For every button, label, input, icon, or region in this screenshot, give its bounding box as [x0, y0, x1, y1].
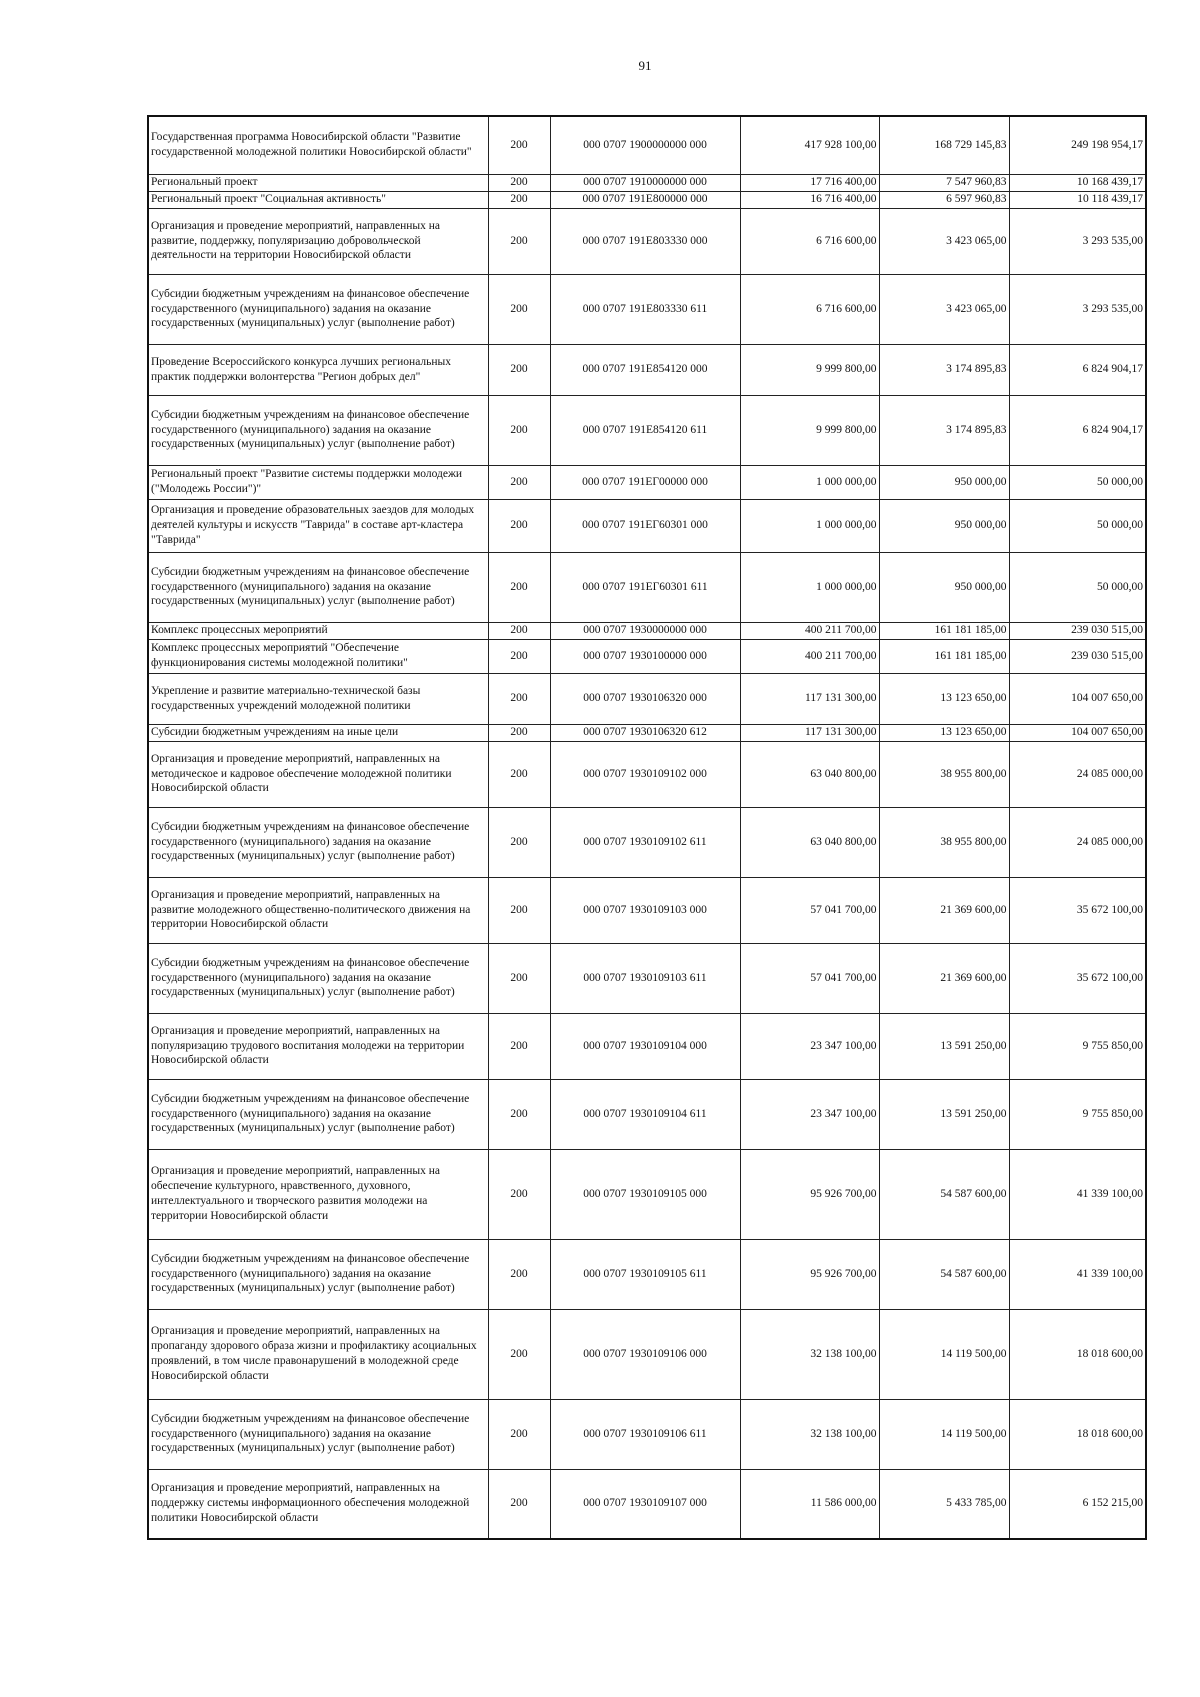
row-code-cell: 000 0707 1930109106 611	[550, 1399, 740, 1469]
row-value-1-cell: 63 040 800,00	[740, 807, 879, 877]
table-row	[148, 877, 1146, 943]
row-value-2-cell: 21 369 600,00	[879, 943, 1009, 1013]
row-admin-cell: 200	[488, 724, 550, 741]
row-value-2-cell: 161 181 185,00	[879, 639, 1009, 673]
row-code-cell: 000 0707 1910000000 000	[550, 174, 740, 191]
row-admin-cell: 200	[488, 191, 550, 208]
table-row	[148, 465, 1146, 499]
row-value-1-cell: 23 347 100,00	[740, 1079, 879, 1149]
row-value-1-cell: 57 041 700,00	[740, 943, 879, 1013]
row-value-2-cell: 14 119 500,00	[879, 1309, 1009, 1399]
row-value-2-cell: 3 423 065,00	[879, 208, 1009, 274]
row-value-3-cell: 3 293 535,00	[1009, 274, 1146, 344]
row-value-1-cell: 32 138 100,00	[740, 1309, 879, 1399]
row-code-cell: 000 0707 1930109105 611	[550, 1239, 740, 1309]
row-value-1-cell: 11 586 000,00	[740, 1469, 879, 1539]
row-value-3-cell: 24 085 000,00	[1009, 807, 1146, 877]
table-row	[148, 1399, 1146, 1469]
row-value-1-cell: 417 928 100,00	[740, 116, 879, 174]
row-admin-cell: 200	[488, 465, 550, 499]
table-row	[148, 1239, 1146, 1309]
table-row	[148, 274, 1146, 344]
row-name-cell: Организация и проведение образовательных заездов для молодых деятелей культуры и искусств "Таврида" в составе арт-кластера "Таврида"	[148, 499, 488, 552]
table-row	[148, 208, 1146, 274]
row-value-1-cell: 400 211 700,00	[740, 639, 879, 673]
row-value-2-cell: 13 123 650,00	[879, 724, 1009, 741]
row-value-3-cell: 6 824 904,17	[1009, 395, 1146, 465]
row-name-cell: Проведение Всероссийского конкурса лучших региональных практик поддержки волонтерства "Регион добрых дел"	[148, 344, 488, 395]
row-name-cell: Субсидии бюджетным учреждениям на иные цели	[148, 724, 488, 741]
table-row	[148, 552, 1146, 622]
row-admin-cell: 200	[488, 208, 550, 274]
row-value-3-cell: 41 339 100,00	[1009, 1149, 1146, 1239]
row-value-1-cell: 95 926 700,00	[740, 1239, 879, 1309]
row-code-cell: 000 0707 191E800000 000	[550, 191, 740, 208]
row-code-cell: 000 0707 191EГ60301 000	[550, 499, 740, 552]
row-value-2-cell: 5 433 785,00	[879, 1469, 1009, 1539]
row-value-2-cell: 54 587 600,00	[879, 1239, 1009, 1309]
row-value-3-cell: 50 000,00	[1009, 499, 1146, 552]
row-name-cell: Региональный проект "Развитие системы поддержки молодежи ("Молодежь России")"	[148, 465, 488, 499]
row-name-cell: Организация и проведение мероприятий, направленных на пропаганду здорового образа жизни и профилактику асоциальных проявлений, в том числе правонарушений в молодежной среде Новосибирской области	[148, 1309, 488, 1399]
row-value-3-cell: 18 018 600,00	[1009, 1309, 1146, 1399]
row-value-2-cell: 13 591 250,00	[879, 1013, 1009, 1079]
row-value-3-cell: 9 755 850,00	[1009, 1013, 1146, 1079]
row-value-2-cell: 950 000,00	[879, 552, 1009, 622]
row-value-3-cell: 41 339 100,00	[1009, 1239, 1146, 1309]
budget-table	[147, 115, 1147, 1540]
row-code-cell: 000 0707 191E854120 611	[550, 395, 740, 465]
row-code-cell: 000 0707 191E854120 000	[550, 344, 740, 395]
row-code-cell: 000 0707 1930109106 000	[550, 1309, 740, 1399]
row-admin-cell: 200	[488, 174, 550, 191]
row-name-cell: Комплекс процессных мероприятий "Обеспечение функционирования системы молодежной политики"	[148, 639, 488, 673]
row-name-cell: Организация и проведение мероприятий, направленных на развитие, поддержку, популяризацию добровольческой деятельности на территории Новосибирской области	[148, 208, 488, 274]
row-code-cell: 000 0707 1930000000 000	[550, 622, 740, 639]
table-row	[148, 724, 1146, 741]
table-row	[148, 395, 1146, 465]
row-admin-cell: 200	[488, 1079, 550, 1149]
row-admin-cell: 200	[488, 344, 550, 395]
row-value-1-cell: 6 716 600,00	[740, 208, 879, 274]
table-row	[148, 174, 1146, 191]
table-row	[148, 1013, 1146, 1079]
row-admin-cell: 200	[488, 1469, 550, 1539]
table-body	[148, 116, 1146, 1539]
row-value-3-cell: 6 152 215,00	[1009, 1469, 1146, 1539]
table-row	[148, 499, 1146, 552]
row-code-cell: 000 0707 1930109107 000	[550, 1469, 740, 1539]
row-value-1-cell: 9 999 800,00	[740, 344, 879, 395]
row-name-cell: Субсидии бюджетным учреждениям на финансовое обеспечение государственного (муниципального) задания на оказание государственных (муниципальных) услуг (выполнение работ)	[148, 1239, 488, 1309]
row-value-1-cell: 117 131 300,00	[740, 724, 879, 741]
row-name-cell: Организация и проведение мероприятий, направленных на обеспечение культурного, нравственного, духовного, интеллектуального и творческого развития молодежи на территории Новосибирской области	[148, 1149, 488, 1239]
row-code-cell: 000 0707 1930109102 611	[550, 807, 740, 877]
row-value-3-cell: 35 672 100,00	[1009, 943, 1146, 1013]
row-value-2-cell: 7 547 960,83	[879, 174, 1009, 191]
row-value-3-cell: 104 007 650,00	[1009, 724, 1146, 741]
page-number: 91	[638, 58, 652, 73]
row-value-2-cell: 161 181 185,00	[879, 622, 1009, 639]
table-row	[148, 673, 1146, 724]
row-name-cell: Субсидии бюджетным учреждениям на финансовое обеспечение государственного (муниципального) задания на оказание государственных (муниципальных) услуг (выполнение работ)	[148, 395, 488, 465]
table-row	[148, 639, 1146, 673]
row-value-2-cell: 13 123 650,00	[879, 673, 1009, 724]
row-value-1-cell: 32 138 100,00	[740, 1399, 879, 1469]
row-value-2-cell: 38 955 800,00	[879, 741, 1009, 807]
row-value-2-cell: 168 729 145,83	[879, 116, 1009, 174]
row-code-cell: 000 0707 1930109105 000	[550, 1149, 740, 1239]
row-value-3-cell: 35 672 100,00	[1009, 877, 1146, 943]
row-value-2-cell: 3 174 895,83	[879, 344, 1009, 395]
row-admin-cell: 200	[488, 943, 550, 1013]
row-name-cell: Государственная программа Новосибирской области "Развитие государственной молодежной политики Новосибирской области"	[148, 116, 488, 174]
row-value-3-cell: 239 030 515,00	[1009, 622, 1146, 639]
row-code-cell: 000 0707 191E803330 000	[550, 208, 740, 274]
row-value-2-cell: 3 423 065,00	[879, 274, 1009, 344]
row-value-2-cell: 950 000,00	[879, 499, 1009, 552]
row-value-1-cell: 400 211 700,00	[740, 622, 879, 639]
row-name-cell: Укрепление и развитие материально-технической базы государственных учреждений молодежной политики	[148, 673, 488, 724]
row-code-cell: 000 0707 1930109104 000	[550, 1013, 740, 1079]
row-code-cell: 000 0707 1930109102 000	[550, 741, 740, 807]
row-value-3-cell: 3 293 535,00	[1009, 208, 1146, 274]
row-name-cell: Организация и проведение мероприятий, направленных на развитие молодежного общественно-политического движения на территории Новосибирской области	[148, 877, 488, 943]
row-value-2-cell: 14 119 500,00	[879, 1399, 1009, 1469]
row-value-3-cell: 50 000,00	[1009, 552, 1146, 622]
row-admin-cell: 200	[488, 622, 550, 639]
row-value-3-cell: 249 198 954,17	[1009, 116, 1146, 174]
row-name-cell: Комплекс процессных мероприятий	[148, 622, 488, 639]
row-code-cell: 000 0707 1930106320 000	[550, 673, 740, 724]
row-code-cell: 000 0707 191EГ60301 611	[550, 552, 740, 622]
row-value-1-cell: 9 999 800,00	[740, 395, 879, 465]
row-code-cell: 000 0707 191E803330 611	[550, 274, 740, 344]
row-name-cell: Региональный проект	[148, 174, 488, 191]
row-value-2-cell: 3 174 895,83	[879, 395, 1009, 465]
row-value-1-cell: 57 041 700,00	[740, 877, 879, 943]
row-code-cell: 000 0707 1930109103 000	[550, 877, 740, 943]
row-value-1-cell: 1 000 000,00	[740, 499, 879, 552]
row-admin-cell: 200	[488, 639, 550, 673]
row-admin-cell: 200	[488, 1149, 550, 1239]
row-name-cell: Субсидии бюджетным учреждениям на финансовое обеспечение государственного (муниципального) задания на оказание государственных (муниципальных) услуг (выполнение работ)	[148, 552, 488, 622]
row-name-cell: Субсидии бюджетным учреждениям на финансовое обеспечение государственного (муниципального) задания на оказание государственных (муниципальных) услуг (выполнение работ)	[148, 1399, 488, 1469]
row-name-cell: Организация и проведение мероприятий, направленных на методическое и кадровое обеспечение молодежной политики Новосибирской области	[148, 741, 488, 807]
row-value-3-cell: 104 007 650,00	[1009, 673, 1146, 724]
row-name-cell: Субсидии бюджетным учреждениям на финансовое обеспечение государственного (муниципального) задания на оказание государственных (муниципальных) услуг (выполнение работ)	[148, 807, 488, 877]
table-row	[148, 943, 1146, 1013]
row-value-2-cell: 54 587 600,00	[879, 1149, 1009, 1239]
table-row	[148, 1469, 1146, 1539]
row-value-1-cell: 95 926 700,00	[740, 1149, 879, 1239]
row-code-cell: 000 0707 1930109104 611	[550, 1079, 740, 1149]
row-value-3-cell: 10 118 439,17	[1009, 191, 1146, 208]
table-row	[148, 344, 1146, 395]
row-value-1-cell: 23 347 100,00	[740, 1013, 879, 1079]
row-value-3-cell: 18 018 600,00	[1009, 1399, 1146, 1469]
row-code-cell: 000 0707 1930100000 000	[550, 639, 740, 673]
row-value-3-cell: 6 824 904,17	[1009, 344, 1146, 395]
row-value-2-cell: 13 591 250,00	[879, 1079, 1009, 1149]
row-value-1-cell: 63 040 800,00	[740, 741, 879, 807]
table-row	[148, 741, 1146, 807]
row-value-2-cell: 38 955 800,00	[879, 807, 1009, 877]
row-admin-cell: 200	[488, 395, 550, 465]
row-value-1-cell: 117 131 300,00	[740, 673, 879, 724]
row-value-1-cell: 17 716 400,00	[740, 174, 879, 191]
row-value-3-cell: 239 030 515,00	[1009, 639, 1146, 673]
table-row	[148, 191, 1146, 208]
row-admin-cell: 200	[488, 1013, 550, 1079]
row-code-cell: 000 0707 1930106320 612	[550, 724, 740, 741]
table-row	[148, 1149, 1146, 1239]
row-admin-cell: 200	[488, 673, 550, 724]
row-admin-cell: 200	[488, 116, 550, 174]
row-value-2-cell: 6 597 960,83	[879, 191, 1009, 208]
row-admin-cell: 200	[488, 807, 550, 877]
table-row	[148, 116, 1146, 174]
row-value-1-cell: 16 716 400,00	[740, 191, 879, 208]
row-name-cell: Организация и проведение мероприятий, направленных на поддержку системы информационного обеспечения молодежной политики Новосибирской области	[148, 1469, 488, 1539]
row-admin-cell: 200	[488, 741, 550, 807]
row-value-1-cell: 1 000 000,00	[740, 552, 879, 622]
row-admin-cell: 200	[488, 552, 550, 622]
row-admin-cell: 200	[488, 877, 550, 943]
row-admin-cell: 200	[488, 1399, 550, 1469]
row-name-cell: Субсидии бюджетным учреждениям на финансовое обеспечение государственного (муниципального) задания на оказание государственных (муниципальных) услуг (выполнение работ)	[148, 943, 488, 1013]
row-value-1-cell: 1 000 000,00	[740, 465, 879, 499]
row-name-cell: Региональный проект "Социальная активность"	[148, 191, 488, 208]
row-admin-cell: 200	[488, 499, 550, 552]
row-value-3-cell: 50 000,00	[1009, 465, 1146, 499]
table-row	[148, 807, 1146, 877]
row-value-2-cell: 21 369 600,00	[879, 877, 1009, 943]
row-admin-cell: 200	[488, 1239, 550, 1309]
row-admin-cell: 200	[488, 1309, 550, 1399]
row-name-cell: Субсидии бюджетным учреждениям на финансовое обеспечение государственного (муниципального) задания на оказание государственных (муниципальных) услуг (выполнение работ)	[148, 274, 488, 344]
table-row	[148, 622, 1146, 639]
row-value-2-cell: 950 000,00	[879, 465, 1009, 499]
row-code-cell: 000 0707 1900000000 000	[550, 116, 740, 174]
table-row	[148, 1309, 1146, 1399]
row-value-3-cell: 24 085 000,00	[1009, 741, 1146, 807]
table-row	[148, 1079, 1146, 1149]
row-value-3-cell: 9 755 850,00	[1009, 1079, 1146, 1149]
row-admin-cell: 200	[488, 274, 550, 344]
row-code-cell: 000 0707 191EГ00000 000	[550, 465, 740, 499]
row-value-3-cell: 10 168 439,17	[1009, 174, 1146, 191]
row-name-cell: Субсидии бюджетным учреждениям на финансовое обеспечение государственного (муниципального) задания на оказание государственных (муниципальных) услуг (выполнение работ)	[148, 1079, 488, 1149]
row-code-cell: 000 0707 1930109103 611	[550, 943, 740, 1013]
row-name-cell: Организация и проведение мероприятий, направленных на популяризацию трудового воспитания молодежи на территории Новосибирской области	[148, 1013, 488, 1079]
row-value-1-cell: 6 716 600,00	[740, 274, 879, 344]
